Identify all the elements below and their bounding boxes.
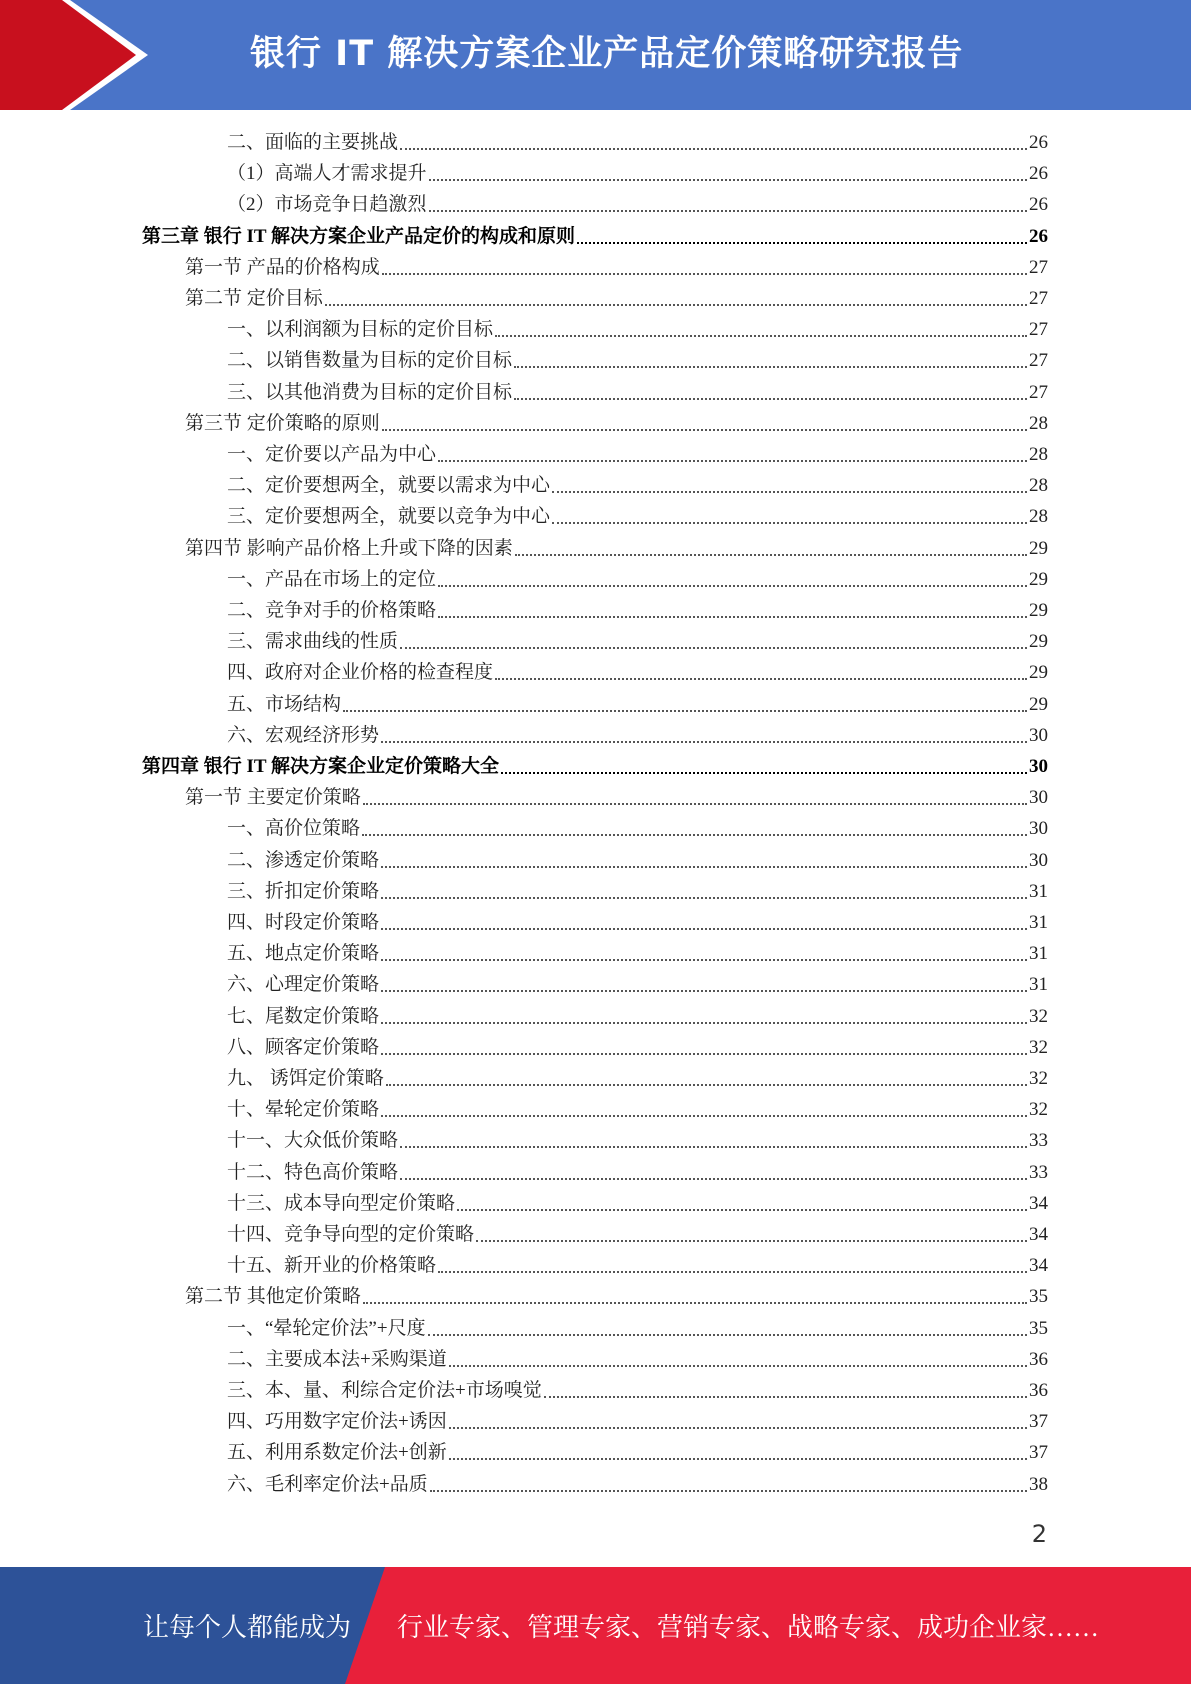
dot-leader [381,1022,1027,1024]
toc-subsection-entry[interactable] [227,377,1048,408]
toc-entry-title: 二、面临的主要挑战 [227,132,399,153]
toc-entry-title: 第三章 银行 IT 解决方案企业产品定价的构成和原则 [142,225,575,247]
toc-entry-title: 九、 诱饵定价策略 [227,1068,384,1089]
toc-entry-page: 29 [1029,662,1048,684]
toc-subsection-entry[interactable] [227,564,1048,595]
toc-entry-page: 26 [1029,194,1048,216]
toc-subsection-entry[interactable] [227,876,1048,907]
dot-leader [400,148,1027,150]
toc-entry-title: 十四、竞争导向型的定价策略 [227,1224,475,1245]
toc-entry-title: 十三、成本导向型定价策略 [227,1192,456,1214]
toc-entry-page: 28 [1029,444,1048,465]
toc-entry-title: 五、利用系数定价法+创新 [227,1442,447,1464]
toc-entry-page: 26 [1029,163,1048,185]
toc-entry-page: 29 [1029,631,1048,653]
dot-leader [381,1053,1027,1055]
dot-leader [400,647,1027,649]
toc-entry-title: 十、晕轮定价策略 [227,1099,380,1121]
dot-leader [381,1115,1027,1117]
toc-subsection-entry[interactable] [227,626,1048,657]
toc-subsection-entry[interactable] [227,1219,1048,1250]
toc-entry-title: 十二、特色高价策略 [227,1161,399,1183]
toc-subsection-entry[interactable] [227,813,1048,844]
toc-entry-page: 28 [1029,506,1048,528]
toc-entry-title: 五、地点定价策略 [227,943,380,965]
footer-slogan-left: 让每个人都能成为 [143,1613,352,1642]
dot-leader [382,273,1027,275]
dot-leader [438,460,1027,462]
toc-entry-title: （2）市场竞争日趋激烈 [227,194,427,216]
document-title: 银行 IT 解决方案企业产品定价策略研究报告 [250,34,964,74]
toc-entry-title: 第四节 影响产品价格上升或下降的因素 [185,537,513,559]
toc-entry-title: 二、以销售数量为目标的定价目标 [227,350,513,372]
dot-leader [577,242,1027,244]
dot-leader [449,1458,1027,1460]
dot-leader [552,491,1027,493]
toc-entry-title: 十五、新开业的价格策略 [227,1255,437,1277]
toc-entry-title: 六、心理定价策略 [227,974,380,996]
toc-entry-title: 十一、大众低价策略 [227,1130,399,1152]
toc-entry-title: 二、渗透定价策略 [227,849,380,871]
toc-subsection-entry[interactable] [227,1094,1048,1125]
toc-subsection-entry[interactable] [227,1437,1048,1468]
toc-entry-page: 35 [1029,1317,1048,1339]
dot-leader [514,398,1027,400]
toc-entry-title: 三、定价要想两全，就要以竞争为中心 [227,506,551,528]
toc-entry-page: 29 [1029,537,1048,559]
dot-leader [514,366,1027,368]
toc-entry-page: 32 [1029,1005,1048,1027]
toc-section-entry[interactable] [185,533,1048,564]
toc-entry-title: 三、需求曲线的性质 [227,631,399,653]
dot-leader [343,710,1027,712]
dot-leader [362,834,1027,836]
toc-entry-title: 一、“晕轮定价法”+尺度 [227,1317,426,1339]
toc-entry-page: 27 [1029,319,1048,341]
toc-entry-page: 26 [1029,225,1048,247]
toc-subsection-entry[interactable] [227,501,1048,532]
toc-entry-page: 35 [1029,1286,1048,1308]
toc-entry-title: 三、以其他消费为目标的定价目标 [227,381,513,403]
toc-entry-page: 27 [1029,256,1048,278]
toc-entry-title: 一、产品在市场上的定位 [227,568,437,590]
toc-entry-page: 36 [1029,1380,1048,1401]
toc-entry-title: 一、定价要以产品为中心 [227,444,437,465]
toc-subsection-entry[interactable] [227,938,1048,969]
toc-entry-page: 34 [1029,1224,1048,1245]
dot-leader [381,741,1027,743]
dot-leader [449,1427,1027,1429]
toc-entry-page: 28 [1029,412,1048,434]
toc-entry-page: 31 [1029,880,1048,902]
dot-leader [400,1146,1027,1148]
toc-subsection-entry[interactable] [227,657,1048,688]
toc-subsection-entry[interactable] [227,1469,1048,1500]
page-header [0,0,1191,110]
toc-entry-page: 26 [1029,132,1048,153]
toc-entry-page: 31 [1029,974,1048,996]
dot-leader [381,866,1027,868]
toc-entry-page: 31 [1029,943,1048,965]
toc-entry-title: 一、以利润额为目标的定价目标 [227,319,494,341]
toc-entry-page: 34 [1029,1255,1048,1277]
dot-leader [430,1490,1027,1492]
toc-entry-title: 四、时段定价策略 [227,912,380,933]
dot-leader [381,990,1027,992]
toc-subsection-entry[interactable] [227,1188,1048,1219]
toc-entry-page: 30 [1029,756,1048,777]
dot-leader [428,1334,1027,1336]
toc-entry-page: 33 [1029,1161,1048,1183]
toc-section-entry[interactable] [185,782,1048,813]
dot-leader [381,897,1027,899]
dot-leader [495,335,1027,337]
toc-subsection-entry[interactable] [227,470,1048,501]
toc-section-entry[interactable] [185,1281,1048,1312]
dot-leader [429,210,1027,212]
toc-subsection-entry[interactable] [227,1375,1048,1406]
dot-leader [501,772,1027,774]
toc-chapter-entry[interactable] [142,221,1048,252]
toc-section-entry[interactable] [185,408,1048,439]
dot-leader [438,585,1027,587]
dot-leader [400,1178,1027,1180]
toc-section-entry[interactable] [185,283,1048,314]
toc-entry-page: 30 [1029,849,1048,871]
toc-entry-title: 四、政府对企业价格的检查程度 [227,662,494,684]
toc-entry-title: 第一节 产品的价格构成 [185,256,380,278]
toc-entry-title: 二、竞争对手的价格策略 [227,600,437,621]
toc-entry-title: 第四章 银行 IT 解决方案企业定价策略大全 [142,756,499,777]
toc-subsection-entry[interactable] [227,689,1048,720]
toc-section-entry[interactable] [185,252,1048,283]
toc-subsection-entry[interactable] [227,189,1048,220]
toc-entry-page: 32 [1029,1068,1048,1089]
toc-entry-title: 第三节 定价策略的原则 [185,412,380,434]
toc-subsection-entry[interactable] [227,969,1048,1000]
toc-entry-page: 30 [1029,818,1048,840]
toc-entry-title: 一、高价位策略 [227,818,361,840]
dot-leader [381,959,1027,961]
dot-leader [438,616,1027,618]
dot-leader [363,1302,1027,1304]
toc-entry-page: 32 [1029,1099,1048,1121]
toc-entry-page: 29 [1029,568,1048,590]
toc-subsection-entry[interactable] [227,1157,1048,1188]
toc-entry-page: 27 [1029,381,1048,403]
dot-leader [544,1396,1027,1398]
dot-leader [325,304,1027,306]
toc-entry-page: 31 [1029,912,1048,933]
dot-leader [381,928,1027,930]
toc-subsection-entry[interactable] [227,595,1048,626]
dot-leader [363,803,1027,805]
dot-leader [476,1240,1027,1242]
toc-entry-page: 27 [1029,350,1048,372]
toc-entry-page: 34 [1029,1192,1048,1214]
toc-subsection-entry[interactable] [227,1344,1048,1375]
toc-entry-title: 二、主要成本法+采购渠道 [227,1348,447,1370]
red-chevron-decoration [0,0,160,110]
toc-entry-page: 36 [1029,1348,1048,1370]
toc-subsection-entry[interactable] [227,1125,1048,1156]
toc-entry-page: 29 [1029,600,1048,621]
toc-subsection-entry[interactable] [227,439,1048,470]
toc-entry-page: 38 [1029,1473,1048,1495]
dot-leader [386,1084,1027,1086]
toc-subsection-entry[interactable] [227,314,1048,345]
toc-entry-page: 37 [1029,1442,1048,1464]
toc-entry-title: 第二节 定价目标 [185,288,323,309]
dot-leader [515,554,1027,556]
toc-entry-page: 27 [1029,288,1048,309]
dot-leader [449,1365,1027,1367]
toc-entry-page: 30 [1029,724,1048,746]
toc-subsection-entry[interactable] [227,1250,1048,1281]
toc-entry-title: 三、本、量、利综合定价法+市场嗅觉 [227,1380,542,1401]
toc-subsection-entry[interactable] [227,127,1048,158]
toc-subsection-entry[interactable] [227,1032,1048,1063]
toc-entry-page: 32 [1029,1036,1048,1058]
toc-entry-title: 六、毛利率定价法+品质 [227,1473,428,1495]
toc-subsection-entry[interactable] [227,720,1048,751]
dot-leader [438,1271,1027,1273]
toc-entry-title: 七、尾数定价策略 [227,1005,380,1027]
toc-entry-title: 八、顾客定价策略 [227,1036,380,1058]
toc-subsection-entry[interactable] [227,907,1048,938]
page-number: 2 [1031,1520,1047,1548]
toc-chapter-entry[interactable] [142,751,1048,782]
toc-subsection-entry[interactable] [227,1406,1048,1437]
toc-entry-title: 三、折扣定价策略 [227,880,380,902]
toc-entry-title: 四、巧用数字定价法+诱因 [227,1411,447,1433]
toc-subsection-entry[interactable] [227,158,1048,189]
toc-entry-page: 33 [1029,1130,1048,1152]
toc-entry-title: 五、市场结构 [227,693,342,715]
toc-entry-title: 第一节 主要定价策略 [185,787,361,809]
toc-subsection-entry[interactable] [227,1063,1048,1094]
dot-leader [495,678,1027,680]
toc-entry-page: 29 [1029,693,1048,715]
toc-entry-title: 第二节 其他定价策略 [185,1286,361,1308]
toc-entry-title: 二、定价要想两全，就要以需求为中心 [227,475,551,497]
toc-subsection-entry[interactable] [227,345,1048,376]
dot-leader [382,429,1027,431]
toc-entry-page: 30 [1029,787,1048,809]
toc-entry-title: （1）高端人才需求提升 [227,163,427,185]
toc-entry-title: 六、宏观经济形势 [227,724,380,746]
toc-entry-page: 37 [1029,1411,1048,1433]
dot-leader [429,179,1027,181]
toc-subsection-entry[interactable] [227,1313,1048,1344]
footer-slogan-right: 行业专家、管理专家、营销专家、战略专家、成功企业家…… [397,1613,1100,1642]
toc-subsection-entry[interactable] [227,1001,1048,1032]
page-footer [0,1567,1191,1684]
dot-leader [552,522,1027,524]
toc-subsection-entry[interactable] [227,845,1048,876]
toc-entry-page: 28 [1029,475,1048,497]
dot-leader [457,1209,1027,1211]
